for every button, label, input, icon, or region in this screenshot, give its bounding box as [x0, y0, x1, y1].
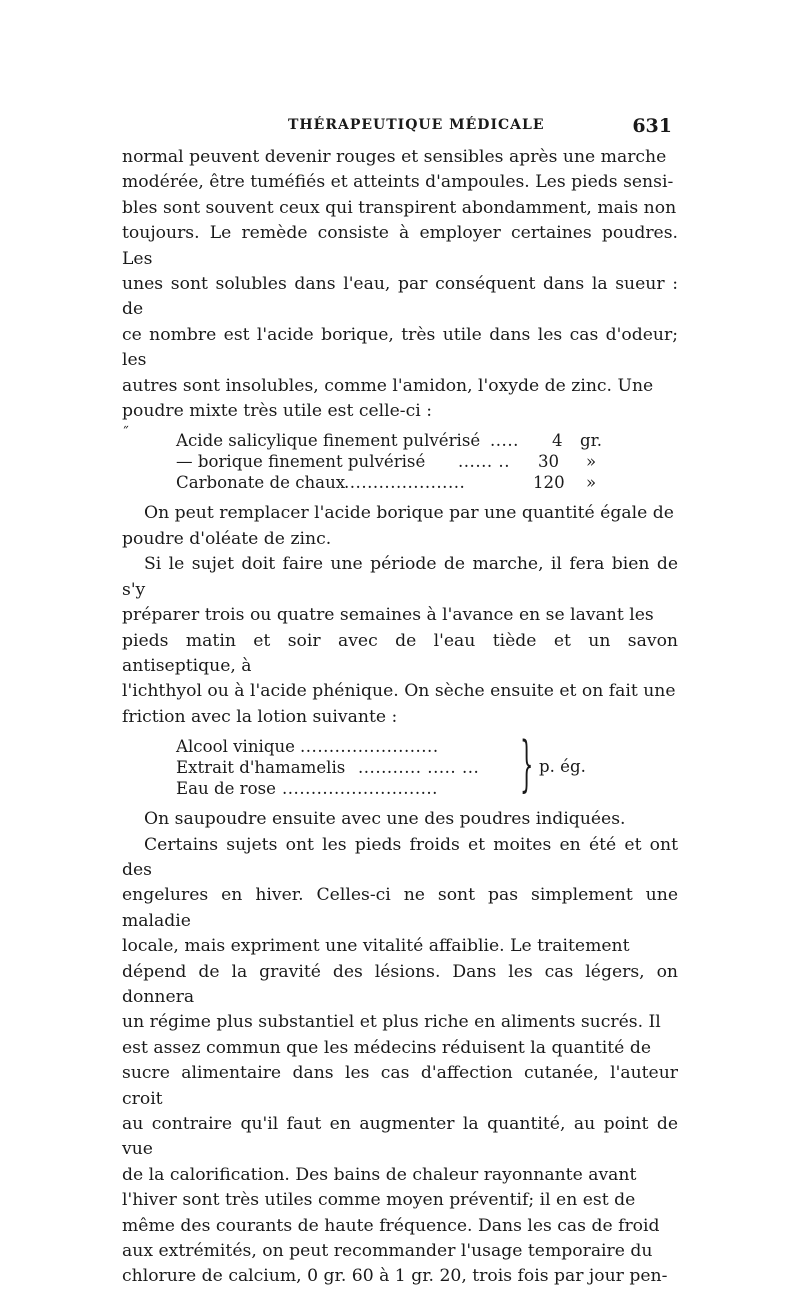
- text-line: On saupoudre ensuite avec une des poudres indiquées.: [144, 809, 626, 830]
- text-line: bles sont souvent ceux qui transpirent abondamment, mais non: [122, 197, 677, 218]
- leader-dots: ........................: [300, 737, 439, 757]
- ingredient-name: Eau de rose: [176, 779, 276, 799]
- text-line: Certains sujets ont les pieds froids et moites en été et ont des: [122, 834, 678, 880]
- text-line: normal peuvent devenir rouges et sensibles après une marche: [122, 147, 667, 167]
- paragraph-1: [122, 145, 678, 424]
- leader-dots: ...........................: [282, 779, 438, 799]
- formula-row: [122, 778, 678, 799]
- text-line: l'hiver sont très utiles comme moyen préventif; il en est de: [122, 1190, 636, 1211]
- leader-dots: ...... ..: [458, 452, 510, 472]
- ingredient-name: Alcool vinique: [176, 737, 295, 757]
- brace-label: p. ég.: [539, 757, 586, 777]
- text-line: friction avec la lotion suivante :: [122, 706, 398, 727]
- page-header: [122, 117, 678, 145]
- ingredient-name: — borique finement pulvérisé: [176, 452, 426, 472]
- text-line: poudre mixte très utile est celle-ci :: [122, 401, 432, 422]
- leader-dots: .....................: [344, 473, 466, 493]
- ingredient-quantity: 120: [533, 473, 565, 493]
- text-line: aux extrémités, on peut recommander l'usage temporaire du: [122, 1241, 653, 1262]
- text-line: toujours. Le remède consiste à employer certaines poudres. Les: [122, 223, 678, 269]
- formula-row: [122, 430, 678, 451]
- brace-symbol: }: [520, 729, 534, 800]
- text-line: poudre d'oléate de zinc.: [122, 528, 332, 549]
- text-line: l'ichthyol ou à l'acide phénique. On sèche ensuite et on fait une: [122, 681, 676, 702]
- text-line: est assez commun que les médecins réduisent la quantité de: [122, 1037, 651, 1058]
- text-line: de la calorification. Des bains de chaleur rayonnante avant: [122, 1164, 637, 1185]
- leader-dots: .....: [490, 431, 519, 451]
- text-line: préparer trois ou quatre semaines à l'avance en se lavant les: [122, 605, 654, 626]
- page-number: 631: [632, 115, 672, 137]
- text-line: autres sont insolubles, comme l'amidon, l'oxyde de zinc. Une: [122, 375, 654, 396]
- text-line: pieds matin et soir avec de l'eau tiède et un savon antiseptique, à: [122, 630, 678, 676]
- print-mark: ˝: [122, 425, 129, 442]
- paragraph-2: [122, 501, 678, 552]
- text-line: On peut remplacer l'acide borique par une quantité égale de: [144, 503, 674, 524]
- formula-row: [122, 451, 678, 472]
- text-line: locale, mais expriment une vitalité affaiblie. Le traitement: [122, 936, 630, 957]
- ingredient-name: Extrait d'hamamelis: [176, 758, 346, 778]
- text-line: Si le sujet doit faire une période de marche, il fera bien de s'y: [122, 554, 678, 600]
- ingredient-unit: »: [586, 473, 597, 493]
- text-line: ce nombre est l'acide borique, très utile dans les cas d'odeur; les: [122, 324, 678, 371]
- leader-dots: ........... ..... ...: [358, 758, 480, 778]
- lotion-formula: [122, 729, 678, 800]
- text-line: au contraire qu'il faut en augmenter la quantité, au point de vue: [122, 1114, 678, 1160]
- paragraph-3: [122, 552, 678, 730]
- text-line: chlorure de calcium, 0 gr. 60 à 1 gr. 20, trois fois par jour pen-: [122, 1266, 668, 1287]
- text-line: sucre alimentaire dans les cas d'affection cutanée, l'auteur croit: [122, 1063, 678, 1109]
- ingredient-name: Acide salicylique finement pulvérisé: [176, 431, 481, 451]
- ingredient-quantity: 30: [538, 452, 560, 472]
- powder-formula: [122, 425, 678, 493]
- formula-row: [122, 472, 678, 493]
- running-title: THÉRAPEUTIQUE MÉDICALE: [288, 117, 545, 133]
- text-line: un régime plus substantiel et plus riche en aliments sucrés. Il: [122, 1012, 661, 1033]
- ingredient-unit: »: [586, 452, 597, 472]
- ingredient-quantity: 4: [552, 431, 563, 451]
- ingredient-name: Carbonate de chaux: [176, 473, 346, 493]
- paragraph-4: [122, 807, 678, 832]
- text-line: modérée, être tuméfiés et atteints d'ampoules. Les pieds sensi-: [122, 172, 674, 193]
- text-line: unes sont solubles dans l'eau, par conséquent dans la sueur : de: [122, 274, 678, 320]
- text-line: engelures en hiver. Celles-ci ne sont pas simplement une maladie: [122, 885, 678, 931]
- page-body: [122, 117, 678, 1290]
- formula-row: [122, 757, 678, 778]
- formula-row: [122, 736, 678, 757]
- text-line: même des courants de haute fréquence. Dans les cas de froid: [122, 1215, 660, 1236]
- text-line: dépend de la gravité des lésions. Dans les cas légers, on donnera: [122, 961, 678, 1007]
- ingredient-unit: gr.: [580, 431, 603, 451]
- paragraph-5: [122, 833, 678, 1290]
